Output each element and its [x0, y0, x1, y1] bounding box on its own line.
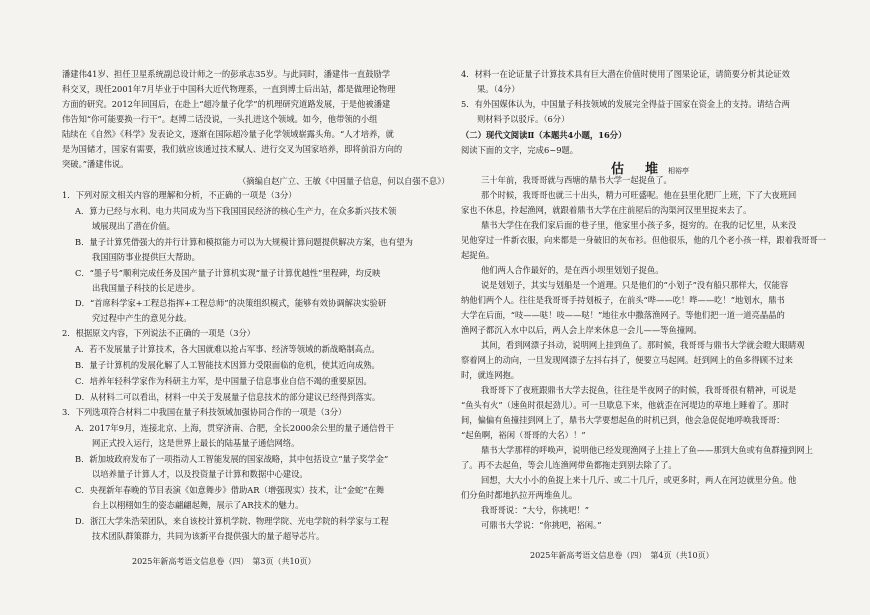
passage-line: “起鱼啊，裕闲（哥哥的大名）！” [461, 430, 586, 440]
passage-line: 大学在后面，“吱——哒！吱——哒！”地往水中撒落渔网子。等他们把一道一道亮晶晶的 [461, 310, 785, 320]
question-5: 则材料予以驳斥。（6分） [477, 114, 570, 124]
q3-option-c: 台上以栩栩如生的姿态翩翩起舞，展示了AR技术的魅力。 [92, 500, 304, 510]
q2-option-c: C．培养年轻科学家作为科研主力军，是中国量子信息事业自信不竭的重要原因。 [75, 376, 372, 386]
q2-option-b: B．量子计算机的发展化解了人工智能技术因算力受限面临的危机，使其近向成熟。 [75, 360, 380, 370]
page-footer: 2025年新高考语文信息卷（四） 第3页（共10页） [132, 557, 316, 566]
passage-line: 渔网子都沉入水中以后，两人会上岸来休息一会儿——等鱼撞网。 [461, 325, 702, 335]
passage-line: 可鼎书大学说：“你挑吧，裕闲。” [481, 520, 602, 530]
intro-line: 是为国储才，国家有需要，我们就应该通过技术赋人、进行交叉为国家培养，即将前沿方向的 [62, 144, 403, 154]
q2-option-a: A．若不发展量子计算技术，各大国就难以抢占军事、经济等领域的新战略制高点。 [75, 344, 380, 354]
passage-line: 他们两人合作最好的，是在西小坝里划划子捉鱼。 [481, 265, 664, 275]
question-5: 5．有外国媒体认为，中国量子科技领域的发展完全得益于国家在资金上的支持。请结合两 [461, 99, 790, 109]
q3-option-c: C．央视新年春晚的节目表演《如意舞步》借助AR（增强现实）技术，让“金蛇”在舞 [75, 485, 385, 495]
passage-line: “鱼头有火”（速鱼时很起劲儿）。可一旦歇息下来，他就歪在河堤边的草地上睡着了。那时 [461, 400, 789, 410]
passage-line: 们分鱼时都地扒拉开两堆鱼儿。 [461, 490, 578, 500]
passage-line: 察着网上的动向，一旦发现网漂子左抖右抖了，便要立马起网。赶到网上的鱼多得顾不过来 [461, 355, 793, 365]
passage-line: 了。再不去起鱼，等会儿连渔网带鱼都拖走到别去除了了。 [461, 460, 677, 470]
passage-line: 那个时候，我哥哥也就三十出头，精力可旺盛呢。他在县里化肥厂上班，下了大夜班回 [481, 190, 797, 200]
q1-option-a: A．算力已经与水利、电力共同成为当下我国国民经济的核心生产力，在众多新兴技术领 [75, 206, 397, 216]
right-page [445, 0, 870, 615]
q1-option-d: 究过程中产生的意见分歧。 [92, 313, 192, 323]
intro-line: 潘建伟41岁、担任卫星系统副总设计师之一的彭承志35岁。与此同时，潘建伟一直鼓励学 [62, 69, 391, 79]
passage-line: 鼎书大学住在我们家后面的巷子里，他家里小孩子多，挺穷的。在我的记忆里，从来没 [481, 220, 797, 230]
q3-option-a: A．2017年9月，连接北京、上海，贯穿济南、合肥，全长2000余公里的量子通信骨干 [75, 423, 395, 433]
passage-line: 三十年前，我哥哥就与西塘的鼎书大学一起捉鱼了。 [481, 175, 672, 185]
passage-line: 我哥哥下了夜班跟鼎书大学去捉鱼，往往是半夜网子的时候，我哥哥很有精神，可说是 [481, 385, 797, 395]
question-4: 果。（4分） [477, 84, 520, 94]
intro-line: 科交叉，现任2001年7月毕业于中国科大近代物理系，一直到博士后出站，都是做理论物理 [62, 84, 396, 94]
intro-line: 方面的研究。2012年回国后，在赴上“超冷量子化学”的机理研究道路发展，于是他被潘建 [62, 99, 391, 109]
q1-option-b: 我国国防事业提供巨大帮助。 [92, 252, 200, 262]
question-3-stem: 3．下列选项符合材料二中我国在量子科技领域加强协同合作的一项是（3分） [62, 407, 347, 417]
source-citation: （摘编自赵广立、王敏《中国量子信息，何以自强不息》） [238, 176, 450, 186]
passage-line: 说是划划子，其实与划船是一个道理。只是他们的“小划子”没有船只那样大，仅能容 [481, 280, 789, 290]
q3-option-a: 网正式投入运行，这是世界上最长的陆基量子通信网络。 [92, 438, 300, 448]
q2-option-d: D．从材料二可以看出，材料一中关于发展量子信息技术的部分建议已经得到落实。 [75, 392, 381, 402]
question-2-stem: 2．根据原文内容，下列说法不正确的一项是（3分） [62, 328, 256, 338]
q3-option-d: D．浙江大学朱浩荣团队，来自该校计算机学院、物理学院、光电学院的科学家与工程 [75, 516, 389, 526]
q1-option-c: C．“墨子号”顺利完成任务及国产量子计算机实现“量子计算优越性”里程碑，均反映 [75, 268, 381, 278]
intro-line: 陆续在《自然》《科学》发表论文，逐渐在国际超冷量子化学领域崭露头角。“人才培养，就 [62, 129, 394, 139]
section-heading: （二）现代文阅读Ⅱ（本题共4小题，16分） [461, 130, 627, 140]
passage-line: 回想，大大小小的鱼捉上来十几斤、或二十几斤，或更多时，两人在河边就里分鱼。他 [481, 475, 797, 485]
passage-line: 其间，看到网漂子抖动，说明网上挂到鱼了。那时候，我哥哥与鼎书大学就会瞪大眼睛观 [481, 340, 805, 350]
passage-line: 间，偏偏有鱼撞挂到网上了，鼎书大学要想起鱼的时机已到，他会急促促地呼唤我哥哥： [461, 415, 785, 425]
q1-option-b: B．量子计算凭借强大的并行计算和模拟能力可以为大规模计算问题提供解决方案，也有望为 [75, 237, 413, 247]
passage-line: 时，就连网抱。 [461, 370, 520, 380]
q3-option-b: 以培养量子计算人才，以及投资量子计算和数据中心建设。 [92, 469, 308, 479]
passage-line: 我哥哥说：“大兮，你挑吧！” [481, 505, 590, 515]
passage-line: 家也不休息，拎起渔网，就跟着鼎书大学在庄前屋后的沟渠河汉里里捉来去了。 [461, 205, 752, 215]
intro-line: 突破。”潘建伟说。 [62, 159, 129, 169]
passage-line: 鼎书大学那样的呼唤声，说明他已经发现渔网子上挂上了鱼——那到大鱼或有鱼群撞到网上 [481, 445, 813, 455]
q1-option-c: 出我国量子科技的长足进步。 [92, 283, 200, 293]
q1-option-a: 域展现出了潜在价值。 [92, 221, 175, 231]
page-footer: 2025年新高考语文信息卷（四） 第4页（共10页） [530, 551, 714, 560]
passage-line: 起捉鱼。 [461, 250, 495, 260]
passage-line: 见他穿过一件新衣服，向来都是一身破旧的灰布衫。但他很乐，他的几个老小孩一样，跟着我哥哥一 [461, 235, 827, 245]
q3-option-b: B．新加坡政府发布了一项指动人工智能发展的国家战略，其中包括设立“量子奖学金” [75, 454, 389, 464]
question-4: 4．材料一在论证量子计算技术具有巨大潜在价值时使用了图果论证，请简要分析其论证效 [461, 69, 790, 79]
q1-option-d: D．“首席科学家+工程总指挥+工程总师”的决策组织模式，能够有效协调解决实验研 [75, 298, 387, 308]
passage-line: 纳他们两个人。往往是我哥哥手持划板子，在前头“哗——吃！哗——吃！”地划水，鼎书 [461, 295, 785, 305]
intro-line: 伟告知“你可能要换一行干”。赵博二话没说，一头扎进这个领域。如今，他带领的小组 [62, 114, 378, 124]
passage-author: 相裕亭 [668, 167, 690, 175]
passage-title: 估 堆 相裕亭 [611, 162, 690, 177]
q3-option-d: 技术团队群策群力，共同为该新平台提供强大的量子超导芯片。 [92, 531, 325, 541]
question-1-stem: 1．下列对原文相关内容的理解和分析，不正确的一项是（3分） [62, 190, 297, 200]
instruction: 阅读下面的文字，完成6~9题。 [461, 145, 579, 155]
